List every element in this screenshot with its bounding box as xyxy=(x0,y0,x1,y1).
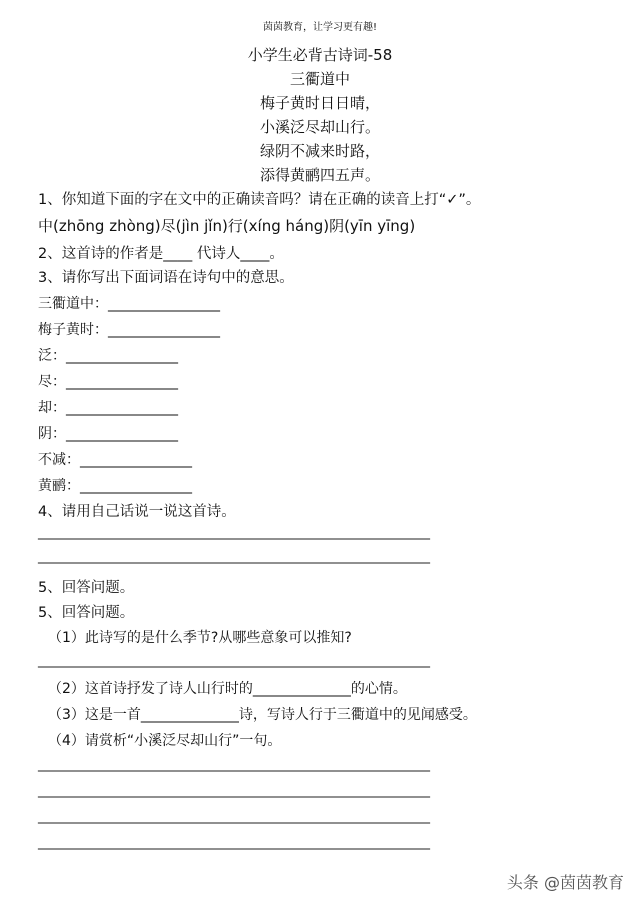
question-5-1: （1）此诗写的是什么季节?从哪些意象可以推知? xyxy=(48,630,352,646)
watermark: 头条 @茵茵教育 xyxy=(506,873,624,892)
definition-line: 泛：________________ xyxy=(38,348,178,364)
answer-line: ________________________________________________________ xyxy=(38,834,430,850)
question-1: 1、你知道下面的字在文中的正确读音吗？请在正确的读音上打“✓”。 xyxy=(38,192,481,208)
poem-line: 添得黄鹂四五声。 xyxy=(259,166,380,184)
answer-line: ________________________________________________________ xyxy=(38,524,430,540)
question-5-3: （3）这是一首______________诗，写诗人行于三衢道中的见闻感受。 xyxy=(48,707,477,723)
definition-line: 阴：________________ xyxy=(38,426,178,442)
definition-line: 黄鹂：________________ xyxy=(38,478,192,494)
definition-line: 却：________________ xyxy=(38,400,178,416)
question-2: 2、这首诗的作者是____ 代诗人____。 xyxy=(38,246,284,262)
poem-line: 绿阴不减来时路， xyxy=(259,142,380,160)
definition-line: 三衢道中：________________ xyxy=(38,296,220,312)
poem-title: 三衢道中 xyxy=(289,70,350,88)
answer-line: ________________________________________________________ xyxy=(38,782,430,798)
definition-line: 梅子黄时：________________ xyxy=(38,322,220,338)
question-3: 3、请你写出下面词语在诗句中的意思。 xyxy=(38,270,294,286)
page-header: 茵茵教育，让学习更有趣! xyxy=(262,22,377,33)
question-5: 5、回答问题。 xyxy=(38,580,135,596)
poem-line: 梅子黄时日日晴， xyxy=(259,94,380,112)
definition-line: 不减：________________ xyxy=(38,452,192,468)
answer-line: ________________________________________________________ xyxy=(38,756,430,772)
definition-line: 尽：________________ xyxy=(38,374,178,390)
answer-line: ________________________________________________________ xyxy=(38,808,430,824)
poem-line: 小溪泛尽却山行。 xyxy=(259,118,380,136)
question-5: 5、回答问题。 xyxy=(38,605,135,621)
question-5-2: （2）这首诗抒发了诗人山行时的______________的心情。 xyxy=(48,681,407,697)
question-5-4: （4）请赏析“小溪泛尽却山行”一句。 xyxy=(48,733,282,749)
answer-line: ________________________________________________________ xyxy=(38,548,430,564)
answer-line: ________________________________________________________ xyxy=(38,652,430,668)
question-4: 4、请用自己话说一说这首诗。 xyxy=(38,504,236,520)
question-1-pinyin: 中(zhōng zhòng)尽(jìn jǐn)行(xíng háng)阴(yīn yīng) xyxy=(38,217,416,235)
page-title: 小学生必背古诗词-58 xyxy=(247,46,393,64)
